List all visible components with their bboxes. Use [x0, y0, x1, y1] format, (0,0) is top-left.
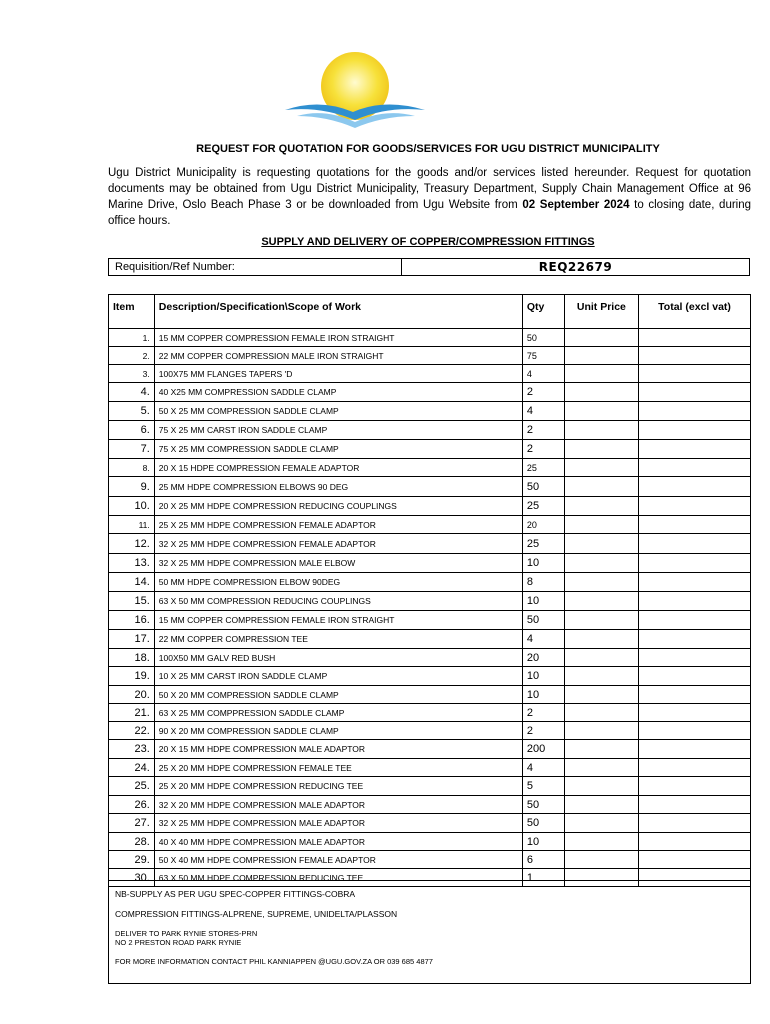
item-qty: 4: [522, 365, 564, 383]
item-qty: 10: [522, 592, 564, 611]
table-row: [109, 851, 751, 869]
item-description: 50 X 25 MM COMPRESSION SADDLE CLAMP: [154, 402, 522, 421]
note-supply-spec: NB-SUPPLY AS PER UGU SPEC-COPPER FITTINGS-COBRA: [115, 889, 356, 899]
item-description: 40 X25 MM COMPRESSION SADDLE CLAMP: [154, 383, 522, 402]
table-row: [109, 477, 751, 497]
item-total: [639, 630, 751, 649]
item-total: [639, 722, 751, 740]
item-description: 100X75 MM FLANGES TAPERS 'D: [154, 365, 522, 383]
item-total: [639, 814, 751, 833]
ugu-logo: [275, 50, 435, 130]
item-number: 13.: [109, 554, 155, 573]
item-description: 50 X 20 MM COMPRESSION SADDLE CLAMP: [154, 686, 522, 704]
item-qty: 50: [522, 477, 564, 497]
table-row: [109, 686, 751, 704]
item-unit-price: [564, 534, 638, 554]
item-description: 25 X 20 MM HDPE COMPRESSION REDUCING TEE: [154, 777, 522, 796]
item-number: 3.: [109, 365, 155, 383]
item-number: 16.: [109, 611, 155, 630]
item-total: [639, 851, 751, 869]
item-qty: 5: [522, 777, 564, 796]
item-total: [639, 573, 751, 592]
item-unit-price: [564, 851, 638, 869]
item-number: 28.: [109, 833, 155, 851]
item-total: [639, 592, 751, 611]
notes-box: [108, 880, 751, 984]
item-total: [639, 516, 751, 534]
table-row: [109, 630, 751, 649]
document-heading: REQUEST FOR QUOTATION FOR GOODS/SERVICES FOR UGU DISTRICT MUNICIPALITY: [196, 143, 660, 155]
item-number: 29.: [109, 851, 155, 869]
item-unit-price: [564, 667, 638, 686]
item-unit-price: [564, 573, 638, 592]
item-unit-price: [564, 796, 638, 814]
item-total: [639, 440, 751, 459]
item-total: [639, 554, 751, 573]
item-description: 63 X 50 MM COMPRESSION REDUCING COUPLINGS: [154, 592, 522, 611]
table-row: [109, 573, 751, 592]
item-description: 63 X 25 MM COMPPRESSION SADDLE CLAMP: [154, 704, 522, 722]
item-qty: 20: [522, 516, 564, 534]
item-description: 90 X 20 MM COMPRESSION SADDLE CLAMP: [154, 722, 522, 740]
table-header-row: [109, 295, 751, 329]
item-number: 5.: [109, 402, 155, 421]
note-deliver-to: DELIVER TO PARK RYNIE STORES-PRN: [115, 929, 258, 938]
table-row: [109, 667, 751, 686]
table-row: [109, 534, 751, 554]
item-qty: 2: [522, 704, 564, 722]
item-number: 12.: [109, 534, 155, 554]
item-total: [639, 421, 751, 440]
item-number: 26.: [109, 796, 155, 814]
table-row: [109, 814, 751, 833]
item-unit-price: [564, 440, 638, 459]
item-description: 20 X 25 MM HDPE COMPRESSION REDUCING COUPLINGS: [154, 497, 522, 516]
item-qty: 25: [522, 497, 564, 516]
table-row: [109, 833, 751, 851]
item-unit-price: [564, 347, 638, 365]
item-total: [639, 402, 751, 421]
item-description: 32 X 25 MM HDPE COMPRESSION MALE ELBOW: [154, 554, 522, 573]
item-unit-price: [564, 329, 638, 347]
item-number: 15.: [109, 592, 155, 611]
header-unit-price: Unit Price: [564, 295, 638, 329]
item-total: [639, 686, 751, 704]
table-row: [109, 459, 751, 477]
items-table: [108, 294, 751, 887]
item-description: 25 MM HDPE COMPRESSION ELBOWS 90 DEG: [154, 477, 522, 497]
item-total: [639, 833, 751, 851]
item-description: 100X50 MM GALV RED BUSH: [154, 649, 522, 667]
table-row: [109, 329, 751, 347]
table-row: [109, 796, 751, 814]
item-qty: 4: [522, 759, 564, 777]
item-qty: 10: [522, 554, 564, 573]
item-description: 20 X 15 MM HDPE COMPRESSION MALE ADAPTOR: [154, 740, 522, 759]
item-qty: 20: [522, 649, 564, 667]
header-description: Description/Specification\Scope of Work: [154, 295, 522, 329]
item-description: 15 MM COPPER COMPRESSION FEMALE IRON STRAIGHT: [154, 611, 522, 630]
requisition-box: [108, 258, 750, 276]
item-total: [639, 611, 751, 630]
item-qty: 50: [522, 329, 564, 347]
item-unit-price: [564, 497, 638, 516]
table-row: [109, 347, 751, 365]
item-number: 11.: [109, 516, 155, 534]
item-qty: 50: [522, 814, 564, 833]
item-unit-price: [564, 554, 638, 573]
item-number: 6.: [109, 421, 155, 440]
item-qty: 4: [522, 402, 564, 421]
item-description: 50 X 40 MM HDPE COMPRESSION FEMALE ADAPTOR: [154, 851, 522, 869]
intro-text: Ugu District Municipality is requesting quotations for the goods and/or services listed hereunder. Request for quotation documents may be obtained from Ugu District Municipality, Treasury Department, Supply Chain Management Office at 96 Marine Drive, Oslo Beach Phase 3 or be downloaded from Ugu Website from: [108, 167, 751, 211]
item-number: 23.: [109, 740, 155, 759]
table-row: [109, 722, 751, 740]
item-total: [639, 497, 751, 516]
table-row: [109, 440, 751, 459]
item-description: 75 X 25 MM CARST IRON SADDLE CLAMP: [154, 421, 522, 440]
item-total: [639, 477, 751, 497]
item-qty: 4: [522, 630, 564, 649]
item-number: 25.: [109, 777, 155, 796]
item-description: 50 MM HDPE COMPRESSION ELBOW 90DEG: [154, 573, 522, 592]
document-subheading: SUPPLY AND DELIVERY OF COPPER/COMPRESSION FITTINGS: [261, 236, 595, 248]
item-unit-price: [564, 833, 638, 851]
item-total: [639, 759, 751, 777]
item-unit-price: [564, 383, 638, 402]
item-unit-price: [564, 649, 638, 667]
table-row: [109, 592, 751, 611]
item-unit-price: [564, 421, 638, 440]
item-unit-price: [564, 686, 638, 704]
item-number: 24.: [109, 759, 155, 777]
item-qty: 50: [522, 796, 564, 814]
item-total: [639, 740, 751, 759]
intro-paragraph: [108, 165, 751, 229]
note-contact: FOR MORE INFORMATION CONTACT PHIL KANNIAPPEN @UGU.GOV.ZA OR 039 685 4877: [115, 957, 433, 966]
item-number: 14.: [109, 573, 155, 592]
item-qty: 1: [522, 869, 564, 887]
item-total: [639, 459, 751, 477]
table-row: [109, 777, 751, 796]
item-number: 17.: [109, 630, 155, 649]
item-qty: 10: [522, 833, 564, 851]
item-number: 19.: [109, 667, 155, 686]
item-description: 63 X 50 MM HDPE COMPRESSION REDUCING TEE: [154, 869, 522, 887]
item-description: 22 MM COPPER COMPRESSION MALE IRON STRAIGHT: [154, 347, 522, 365]
item-description: 20 X 15 HDPE COMPRESSION FEMALE ADAPTOR: [154, 459, 522, 477]
item-number: 2.: [109, 347, 155, 365]
item-unit-price: [564, 592, 638, 611]
table-row: [109, 554, 751, 573]
intro-tail: to closing date, during office hours.: [108, 199, 752, 227]
item-description: 10 X 25 MM CARST IRON SADDLE CLAMP: [154, 667, 522, 686]
note-address: NO 2 PRESTON ROAD PARK RYNIE: [115, 938, 242, 947]
item-unit-price: [564, 704, 638, 722]
table-row: [109, 611, 751, 630]
item-unit-price: [564, 611, 638, 630]
item-qty: 2: [522, 383, 564, 402]
item-description: 32 X 20 MM HDPE COMPRESSION MALE ADAPTOR: [154, 796, 522, 814]
item-total: [639, 365, 751, 383]
item-number: 21.: [109, 704, 155, 722]
table-row: [109, 365, 751, 383]
table-row: [109, 421, 751, 440]
item-number: 18.: [109, 649, 155, 667]
item-qty: 10: [522, 667, 564, 686]
item-qty: 2: [522, 440, 564, 459]
item-total: [639, 667, 751, 686]
item-unit-price: [564, 459, 638, 477]
item-number: 1.: [109, 329, 155, 347]
header-item: Item: [109, 295, 155, 329]
item-unit-price: [564, 477, 638, 497]
item-number: 7.: [109, 440, 155, 459]
item-description: 25 X 25 MM HDPE COMPRESSION FEMALE ADAPTOR: [154, 516, 522, 534]
header-qty: Qty: [522, 295, 564, 329]
intro-date: 02 September 2024: [522, 199, 630, 211]
item-qty: 10: [522, 686, 564, 704]
item-description: 25 X 20 MM HDPE COMPRESSION FEMALE TEE: [154, 759, 522, 777]
table-row: [109, 740, 751, 759]
table-row: [109, 649, 751, 667]
item-qty: 75: [522, 347, 564, 365]
item-unit-price: [564, 722, 638, 740]
item-description: 32 X 25 MM HDPE COMPRESSION FEMALE ADAPTOR: [154, 534, 522, 554]
item-total: [639, 796, 751, 814]
item-unit-price: [564, 777, 638, 796]
item-number: 20.: [109, 686, 155, 704]
item-qty: 25: [522, 534, 564, 554]
item-unit-price: [564, 365, 638, 383]
item-total: [639, 777, 751, 796]
requisition-number: REQ22679: [538, 260, 613, 274]
item-qty: 200: [522, 740, 564, 759]
table-row: [109, 516, 751, 534]
item-number: 9.: [109, 477, 155, 497]
item-description: 32 X 25 MM HDPE COMPRESSION MALE ADAPTOR: [154, 814, 522, 833]
table-row: [109, 704, 751, 722]
item-number: 27.: [109, 814, 155, 833]
item-total: [639, 329, 751, 347]
item-number: 30.: [109, 869, 155, 887]
requisition-label: Requisition/Ref Number:: [109, 259, 402, 275]
item-number: 8.: [109, 459, 155, 477]
item-qty: 8: [522, 573, 564, 592]
item-number: 10.: [109, 497, 155, 516]
note-compression-fittings: COMPRESSION FITTINGS-ALPRENE, SUPREME, UNIDELTA/PLASSON: [115, 909, 398, 919]
header-total: Total (excl vat): [639, 295, 751, 329]
table-row: [109, 497, 751, 516]
item-unit-price: [564, 402, 638, 421]
item-description: 22 MM COPPER COMPRESSION TEE: [154, 630, 522, 649]
item-number: 22.: [109, 722, 155, 740]
item-description: 15 MM COPPER COMPRESSION FEMALE IRON STRAIGHT: [154, 329, 522, 347]
item-qty: 6: [522, 851, 564, 869]
item-total: [639, 704, 751, 722]
item-unit-price: [564, 630, 638, 649]
item-qty: 25: [522, 459, 564, 477]
item-unit-price: [564, 759, 638, 777]
item-qty: 2: [522, 421, 564, 440]
item-number: 4.: [109, 383, 155, 402]
item-description: 40 X 40 MM HDPE COMPRESSION MALE ADAPTOR: [154, 833, 522, 851]
item-qty: 50: [522, 611, 564, 630]
table-row: [109, 759, 751, 777]
table-row: [109, 402, 751, 421]
table-row: [109, 383, 751, 402]
item-qty: 2: [522, 722, 564, 740]
item-unit-price: [564, 814, 638, 833]
item-unit-price: [564, 740, 638, 759]
item-total: [639, 534, 751, 554]
item-description: 75 X 25 MM COMPRESSION SADDLE CLAMP: [154, 440, 522, 459]
item-total: [639, 383, 751, 402]
item-total: [639, 347, 751, 365]
item-total: [639, 649, 751, 667]
item-unit-price: [564, 516, 638, 534]
